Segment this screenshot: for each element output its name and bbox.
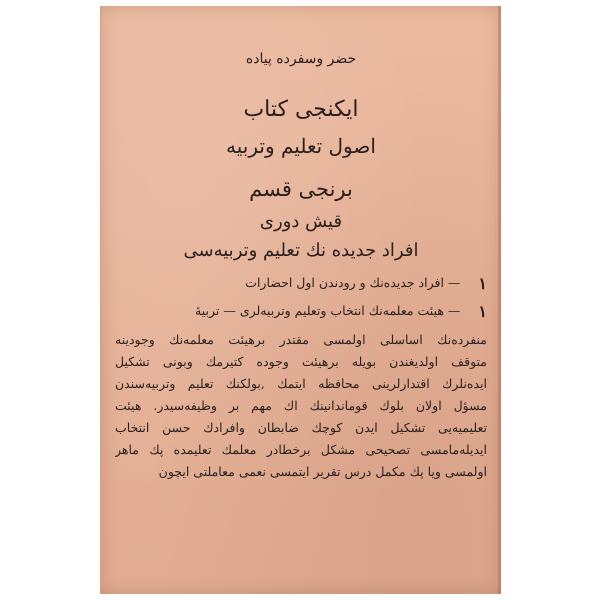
section-title: افراد جدیده نك تعلیم وتربیه‌سی — [183, 240, 419, 261]
part-heading: برنجی قسم — [249, 177, 353, 201]
item-text: — هیئت معلمه‌نك انتخاب وتعلیم وتربیه‌لری — تربیهٔ — [195, 303, 461, 318]
period-heading: قیش دوری — [259, 211, 343, 232]
item-number: ١ — [478, 302, 487, 321]
book-page — [100, 6, 501, 594]
numbered-item-1 — [115, 274, 487, 293]
item-number: ١ — [478, 274, 487, 293]
numbered-item-2 — [115, 302, 487, 321]
book-title: ایکنجی کتاب — [243, 97, 359, 122]
running-head: حضر وسفرده پیاده — [245, 51, 357, 67]
paragraph-line: منفرده‌نك اساسلی اولمسی مقتدر برهیئت معلمه‌نك وجودینه — [115, 332, 487, 347]
paragraph-line: متوقف اولدیغندن بویله برهیئت وجوده کتیرمك وبونی تشکیل — [115, 354, 487, 369]
subject-heading: اصول تعلیم وتربیه — [226, 134, 376, 158]
paragraph-line: ایدیله‌مامسی تصحیحی مشکل برخطادر معلمك تعلیمده پك ماهر — [115, 442, 487, 457]
item-text: — افراد جدیده‌نك و رودندن اول احضارات — [245, 275, 461, 290]
paragraph-line: ایده‌نلرك اقتدارلرینی محافظه ایتمك ,بولکنك تعلیم وتربیه‌سندن — [115, 376, 487, 391]
paragraph-line: مسؤل اولان بلوك قوماندانینك اك مهم بر وظیفه‌سیدر. هیئت — [115, 398, 487, 413]
paragraph-line: تعلیمیه‌یی تشکیل ایدن کوچك ضابطان وافرادك حسن انتخاب — [115, 420, 487, 435]
paragraph-line: اولمسی ویا پك مکمل درس تقریر ایتمسی نعمی معاملتی ایچون — [158, 464, 487, 479]
body-paragraph — [115, 329, 487, 483]
